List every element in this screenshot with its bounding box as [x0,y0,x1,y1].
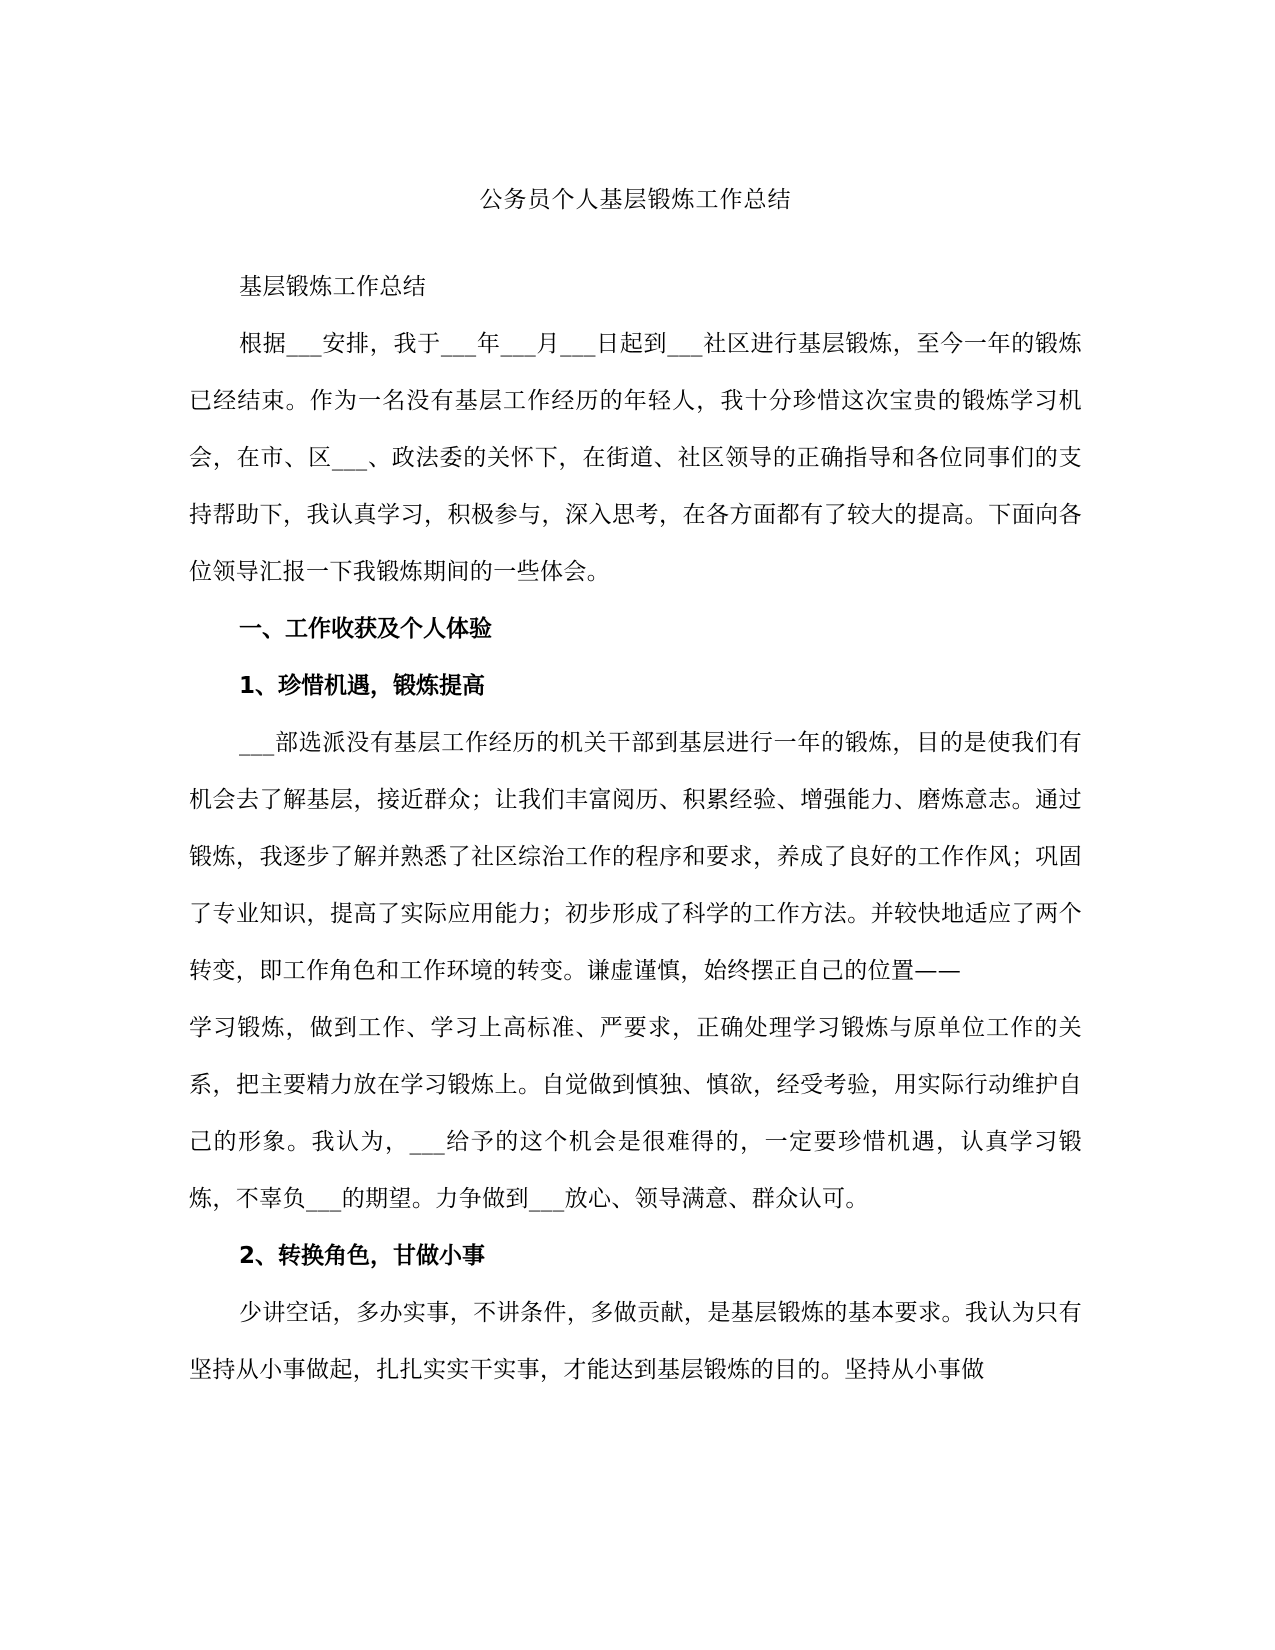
subsection-heading-2: 2、转换角色，甘做小事 [239,1243,486,1269]
subsection-1-paragraph-2: 学习锻炼，做到工作、学习上高标准、严要求，正确处理学习锻炼与原单位工作的关系，把主要精力放在学习锻炼上。自觉做到慎独、慎欲，经受考验，用实际行动维护自己的形象。我认为，___给予的这个机会是很难得的，一定要珍惜机遇，认真学习锻炼，不辜负___的期望。力争做到___放心、领导满意、群众认可。 [189,1015,1082,1212]
subsection-2-paragraph-1: 少讲空话，多办实事，不讲条件，多做贡献，是基层锻炼的基本要求。我认为只有坚持从小事做起，扎扎实实干实事，才能达到基层锻炼的目的。坚持从小事做 [189,1300,1082,1383]
subsection-1-paragraph-1: ___部选派没有基层工作经历的机关干部到基层进行一年的锻炼，目的是使我们有机会去了解基层，接近群众；让我们丰富阅历、积累经验、增强能力、磨炼意志。通过锻炼，我逐步了解并熟悉了社区综治工作的程序和要求，养成了良好的工作作风；巩固了专业知识，提高了实际应用能力；初步形成了科学的工作方法。并较快地适应了两个转变，即工作角色和工作环境的转变。谦虚谨慎，始终摆正自己的位置—— [189,730,1082,984]
subsection-heading-1: 1、珍惜机遇，锻炼提高 [239,673,486,699]
document-subtitle: 基层锻炼工作总结 [239,274,427,300]
intro-paragraph: 根据___安排，我于___年___月___日起到___社区进行基层锻炼，至今一年的锻炼已经结束。作为一名没有基层工作经历的年轻人，我十分珍惜这次宝贵的锻炼学习机会，在市、区___、政法委的关怀下，在街道、社区领导的正确指导和各位同事们的支持帮助下，我认真学习，积极参与，深入思考，在各方面都有了较大的提高。下面向各位领导汇报一下我锻炼期间的一些体会。 [189,331,1082,585]
section-heading-1: 一、工作收获及个人体验 [239,616,492,642]
document-title: 公务员个人基层锻炼工作总结 [479,187,792,213]
